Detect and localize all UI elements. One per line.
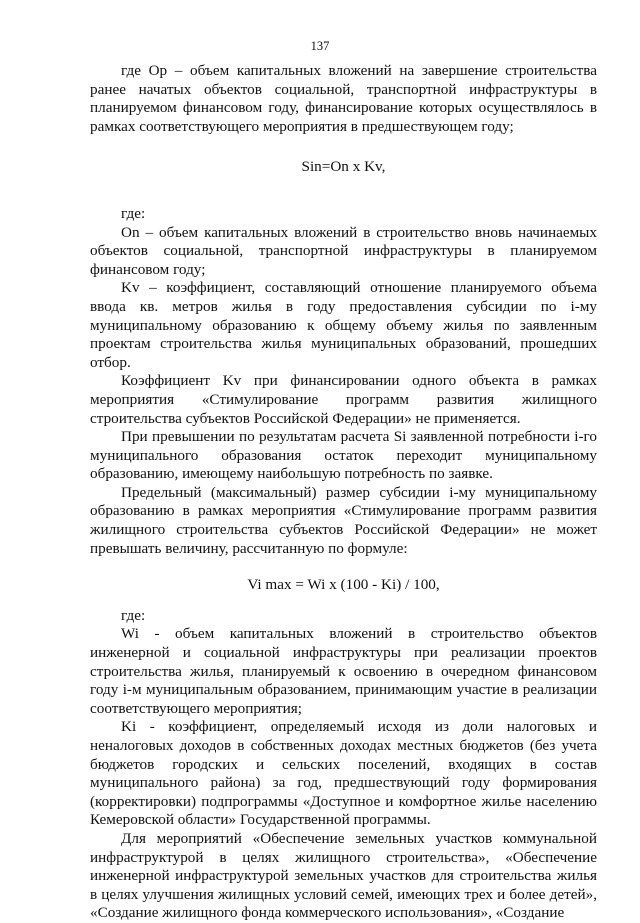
paragraph-kv-definition: Kv – коэффициент, составляющий отношение планируемого объема ввода кв. метров жилья в году предоставления субсидии по i-му муниципальному образованию к общему объему жилья по заявленным проектам строительства жилья муниципальных образований, прошедших отбор. [90,279,597,371]
where-label-2: где: [121,606,146,624]
formula-sin: Sin=Оn x Kv, [301,158,386,176]
document-body [90,62,597,923]
paragraph-op-definition: где Ор – объем капитальных вложений на завершение строительства ранее начатых объектов социальной, транспортной инфраструктуры в планируемом финансовом году, финансирование которых осуществлялось в рамках соответствующего мероприятия в предшествующем году; [90,62,597,135]
paragraph-si-excess: При превышении по результатам расчета Si заявленной потребности i-го муниципального образования остаток переходит муниципальному образованию, имеющему наибольшую потребность по заявке. [90,428,597,483]
page-number: 137 [310,39,330,53]
paragraph-on-definition: Оn – объем капитальных вложений в строительство вновь начинаемых объектов социальной, транспортной инфраструктуры в планируемом финансовом году; [90,223,597,278]
formula-vi-max: Vi max = Wi x (100 - Ki) / 100, [247,576,440,594]
paragraph-kv-note: Коэффициент Kv при финансировании одного объекта в рамках мероприятия «Стимулирование программ развития жилищного строительства субъектов Российской Федерации» не применяется. [90,372,597,427]
paragraph-wi-definition: Wi - объем капитальных вложений в строительство объектов инженерной и социальной инфраструктуры при реализации проектов строительства жилья, планируемый к освоению в очередном финансовом году i-м муниципальным образованием, принимающим участие в реализации соответствующего мероприятия; [90,625,597,717]
paragraph-max-subsidy: Предельный (максимальный) размер субсидии i-му муниципальному образованию в рамках мероприятия «Стимулирование программ развития жилищного строительства субъектов Российской Федерации» не может превышать величину, рассчитанную по формуле: [90,483,597,557]
paragraph-ki-definition: Ki - коэффициент, определяемый исходя из доли налоговых и неналоговых доходов в собственных доходах местных бюджетов (без учета бюджетов городских и сельских поселений, входящих в состав муниципального района) за год, предшествующий году формирования (корректировки) подпрограммы «Доступное и комфортное жилье населению Кемеровской области» Государственной программы. [90,718,597,829]
paragraph-activities: Для мероприятий «Обеспечение земельных участков коммунальной инфраструктурой в целях жилищного строительства», «Обеспечение инженерной инфраструктурой земельных участков для строительства жилья в целях улучшения жилищных условий семей, имеющих трех и более детей», «Создание жилищного фонда коммерческого использования», «Создание [90,829,597,922]
where-label-1: где: [121,204,146,222]
